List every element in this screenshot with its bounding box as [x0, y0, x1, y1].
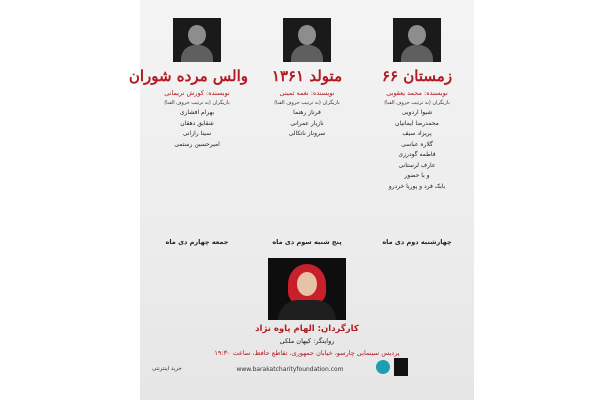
play-column — [366, 18, 468, 192]
cast-label: بازیگران (به ترتیب حروف الفبا) — [384, 100, 450, 106]
play-author: نویسنده: نغمه ثمینی — [279, 89, 335, 97]
cast-member: عارف لرستانی — [398, 161, 436, 169]
play-author: نویسنده: کورش نریمانی — [164, 89, 230, 97]
cast-member: شیوا اردویی — [401, 109, 433, 116]
cast-list — [256, 108, 358, 140]
performance-date: جمعه چهارم دی ماه — [165, 238, 229, 246]
cast-member: سروناز ناتکالی — [288, 130, 326, 137]
performance-date: پنج شنبه سوم دی ماه — [272, 238, 342, 246]
cast-member: فرناز رهنما — [293, 109, 321, 116]
event-poster — [128, 0, 474, 400]
cast-list — [366, 108, 468, 192]
cast-member: بابک فرد و پوریا خردرو — [388, 182, 446, 190]
cast-member: سینا رازانی — [182, 130, 212, 137]
cast-member: فاطمه گودرزی — [398, 151, 436, 158]
cast-member: گلاره عباسی — [401, 140, 433, 148]
cast-label: بازیگران (به ترتیب حروف الفبا) — [274, 100, 340, 106]
cast-member: محمدرضا ایمانیان — [395, 119, 439, 127]
foundation-logo — [394, 358, 408, 376]
play-author: نویسنده: محمد یعقوبی — [386, 89, 448, 97]
venue-info: پردیس سینمایی چارسو، خیابان جمهوری، تقاطع حافظ، ساعت ۱۹:۳۰ — [214, 349, 400, 357]
performance-date: چهارشنبه دوم دی ماه — [382, 238, 452, 246]
sponsor-logo — [376, 360, 390, 374]
online-tickets-text: خرید اینترنتی — [152, 366, 182, 372]
cast-member: نازیار عمرانی — [290, 119, 324, 127]
author-photo — [173, 18, 221, 62]
play-column — [128, 18, 248, 150]
play-title: متولد ۱۳۶۱ — [271, 67, 343, 85]
play-title: والس مرده شوران — [128, 67, 248, 85]
play-title: زمستان ۶۶ — [381, 67, 453, 85]
narrator-credit: روایتگر: کیهان ملکی — [279, 337, 335, 345]
director-photo — [268, 258, 346, 320]
author-photo — [283, 18, 331, 62]
cast-member: پریزاد سیف — [402, 130, 432, 137]
cast-label: بازیگران (به ترتیب حروف الفبا) — [164, 100, 230, 106]
cast-member: امیرحسین رستمی — [174, 140, 220, 148]
cast-list — [146, 108, 248, 150]
cast-member: و با حضور — [404, 172, 430, 179]
cast-member: بهرام افشاری — [179, 109, 215, 116]
play-column — [256, 18, 358, 140]
author-photo — [393, 18, 441, 62]
website-link[interactable]: www.barakatcharityfoundation.com — [236, 366, 344, 373]
director-credit: کارگردان: الهام پاوه نژاد — [255, 324, 359, 334]
cast-member: شقایق دهقان — [180, 119, 214, 127]
